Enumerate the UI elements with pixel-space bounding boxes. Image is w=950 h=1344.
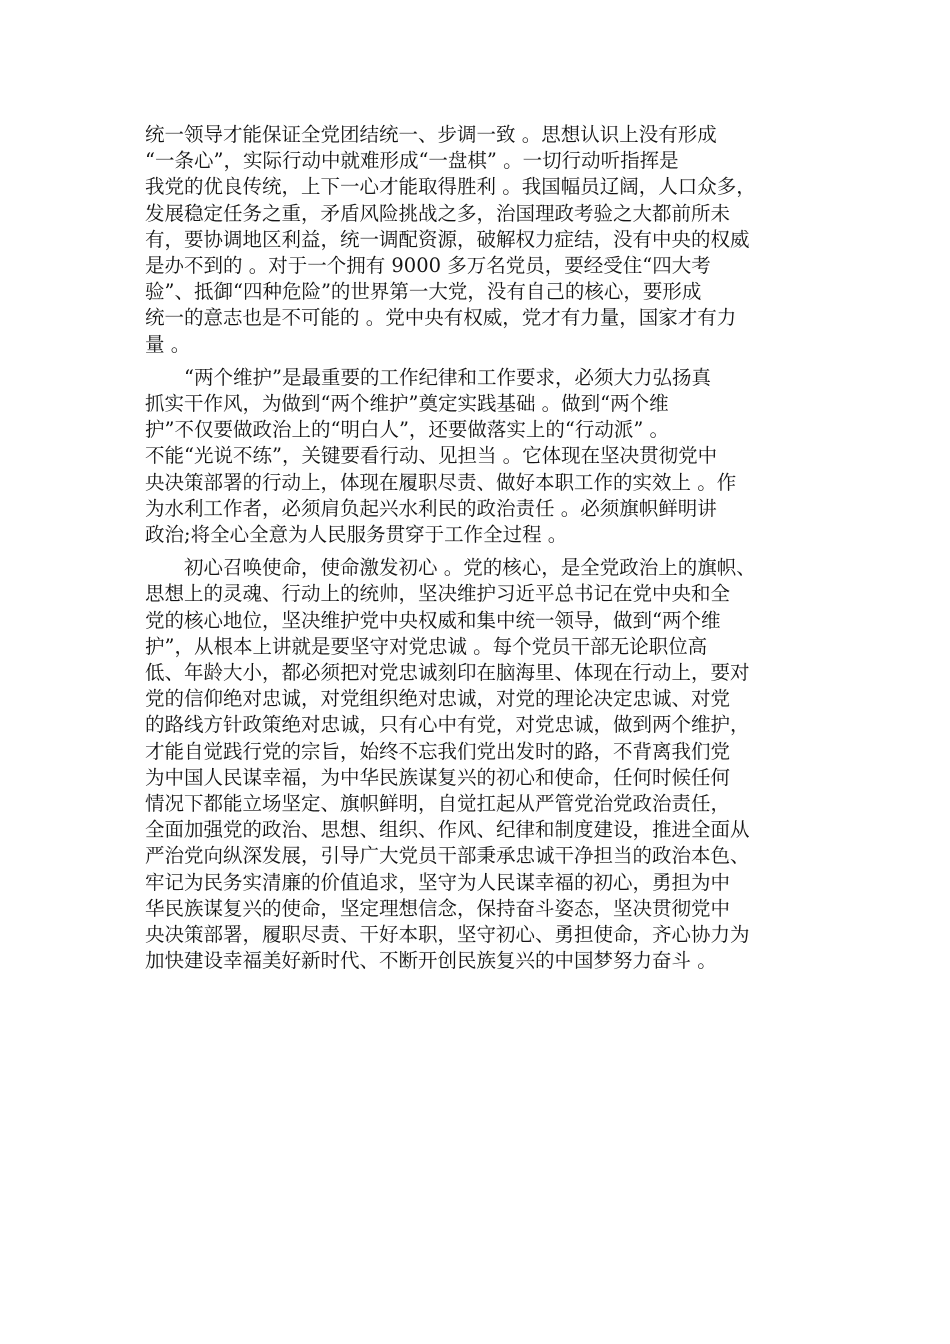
text-line: 党的核心地位，坚决维护党中央权威和集中统一领导，做到“两个维	[145, 608, 721, 632]
text-line: 低、年龄大小，都必须把对党忠诚刻印在脑海里、体现在行动上，要对	[145, 661, 750, 685]
text-line: 为水利工作者，必须肩负起兴水利民的政治责任 。必须旗帜鲜明讲	[145, 496, 717, 520]
text-line: 华民族谋复兴的使命，坚定理想信念，保持奋斗姿态，坚决贯彻党中	[145, 896, 731, 920]
text-line: 央决策部署，履职尽责、干好本职，坚守初心、勇担使命，齐心协力为	[145, 923, 750, 947]
text-line: 护”，从根本上讲就是要坚守对党忠诚 。每个党员干部无论职位高	[145, 634, 708, 658]
text-line: 严治党向纵深发展，引导广大党员干部秉承忠诚干净担当的政治本色、	[145, 844, 750, 868]
text-line: “一条心”，实际行动中就难形成“一盘棋” 。一切行动听指挥是	[145, 149, 679, 173]
text-line: 我党的优良传统，上下一心才能取得胜利 。我国幅员辽阔，人口众多，	[145, 175, 756, 199]
text-line: 发展稳定任务之重，矛盾风险挑战之多，治国理政考验之大都前所未	[145, 201, 731, 225]
text-line: 加快建设幸福美好新时代、不断开创民族复兴的中国梦努力奋斗 。	[145, 949, 717, 973]
paragraph	[145, 555, 817, 974]
text-line: 情况下都能立场坚定、旗帜鲜明，自觉扛起从严管党治党政治责任，	[145, 792, 731, 816]
text-line: 不能“光说不练”，关键要看行动、见担当 。它体现在坚决贯彻党中	[145, 444, 718, 468]
text-line: 为中国人民谋幸福，为中华民族谋复兴的初心和使命，任何时候任何	[145, 765, 731, 789]
text-line: 全面加强党的政治、思想、组织、作风、纪律和制度建设，推进全面从	[145, 818, 750, 842]
paragraph	[145, 365, 817, 548]
text-line: 初心召唤使命，使命激发初心 。党的核心，是全党政治上的旗帜、	[145, 556, 756, 580]
text-line: 量 。	[145, 332, 191, 356]
text-line: 统一的意志也是不可能的 。党中央有权威，党才有力量，国家才有力	[145, 306, 737, 330]
text-line: 统一领导才能保证全党团结统一、步调一致 。思想认识上没有形成	[145, 123, 717, 146]
text-line: 才能自觉践行党的宗旨，始终不忘我们党出发时的路，不背离我们党	[145, 739, 731, 763]
text-line: 牢记为民务实清廉的价值追求，坚守为人民谋幸福的初心，勇担为中	[145, 870, 731, 894]
text-line: 是办不到的 。对于一个拥有 9000 多万名党员，要经受住“四大考	[145, 254, 711, 278]
document-body	[145, 122, 817, 982]
text-line: 护”不仅要做政治上的“明白人”，还要做落实上的“行动派” 。	[145, 418, 670, 442]
paragraph	[145, 122, 817, 358]
text-line: “两个维护”是最重要的工作纪律和工作要求，必须大力弘扬真	[145, 365, 711, 389]
text-line: 的路线方针政策绝对忠诚，只有心中有党，对党忠诚，做到两个维护，	[145, 713, 750, 737]
text-line: 抓实干作风，为做到“两个维护”奠定实践基础 。做到“两个维	[145, 392, 669, 416]
text-line: 验”、抵御“四种危险”的世界第一大党，没有自己的核心，要形成	[145, 280, 702, 304]
text-line: 有，要协调地区利益，统一调配资源，破解权力症结，没有中央的权威	[145, 227, 750, 251]
text-line: 政治;将全心全意为人民服务贯穿于工作全过程 。	[145, 523, 568, 547]
text-line: 思想上的灵魂、行动上的统帅，坚决维护习近平总书记在党中央和全	[145, 582, 731, 606]
text-line: 党的信仰绝对忠诚，对党组织绝对忠诚，对党的理论决定忠诚、对党	[145, 687, 731, 711]
text-line: 央决策部署的行动上，体现在履职尽责、做好本职工作的实效上 。作	[145, 470, 737, 494]
